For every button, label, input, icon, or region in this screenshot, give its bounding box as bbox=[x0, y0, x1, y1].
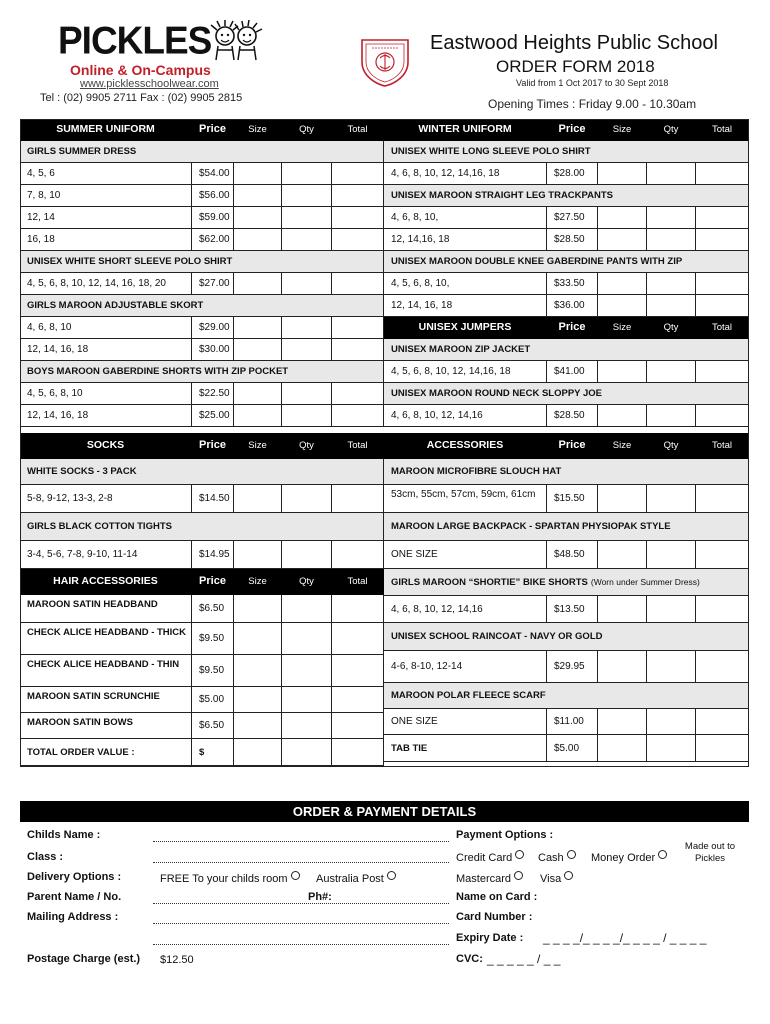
winter-row-total-input[interactable] bbox=[696, 229, 749, 251]
delivery-post-option[interactable] bbox=[316, 871, 396, 885]
socks-heading: SOCKS bbox=[20, 433, 192, 459]
hair-row-desc: MAROON SATIN BOWS bbox=[20, 713, 192, 739]
name-on-card-label: Name on Card : bbox=[456, 891, 538, 903]
hair-row-qty-input[interactable] bbox=[282, 595, 332, 623]
accessory-row-total-input[interactable] bbox=[696, 485, 749, 513]
summer-row-qty-input[interactable] bbox=[282, 339, 332, 361]
expiry-label: Expiry Date : bbox=[456, 932, 524, 944]
mailing-address-field-2[interactable] bbox=[153, 944, 449, 945]
cash-radio[interactable] bbox=[567, 850, 576, 859]
jumper-row-desc: 4, 6, 8, 10, 12, 14,16 bbox=[384, 405, 547, 427]
item-title: MAROON LARGE BACKPACK - SPARTAN PHYSIOPAK STYLE bbox=[384, 513, 749, 541]
summer-row-price: $27.00 bbox=[192, 273, 234, 295]
winter-row-desc: 12, 14, 16, 18 bbox=[384, 295, 547, 317]
brand-name: PICKLES bbox=[58, 18, 212, 62]
item-title: UNISEX WHITE LONG SLEEVE POLO SHIRT bbox=[384, 141, 749, 163]
hair-row-price: $6.50 bbox=[192, 595, 234, 623]
summer-row-qty-input[interactable] bbox=[282, 273, 332, 295]
school-crest-icon bbox=[358, 36, 412, 88]
summer-row-total-input[interactable] bbox=[332, 273, 384, 295]
hair-row-price: $6.50 bbox=[192, 713, 234, 739]
hair-row-desc: MAROON SATIN SCRUNCHIE bbox=[20, 687, 192, 713]
hair-row-total-input[interactable] bbox=[332, 713, 384, 739]
socks-price-header: Price bbox=[192, 433, 234, 459]
childs-name-label: Childs Name : bbox=[27, 829, 101, 841]
jumper-row-price: $41.00 bbox=[547, 361, 598, 383]
mailing-address-field-1[interactable] bbox=[153, 923, 449, 924]
winter-row-qty-input[interactable] bbox=[647, 273, 696, 295]
accessory-row-size-input[interactable] bbox=[598, 651, 647, 683]
payment-heading: ORDER & PAYMENT DETAILS bbox=[20, 801, 749, 822]
hair-row-qty-input[interactable] bbox=[282, 655, 332, 687]
summer-row-qty-input[interactable] bbox=[282, 229, 332, 251]
hair-row-qty-input[interactable] bbox=[282, 687, 332, 713]
visa-option[interactable] bbox=[540, 871, 573, 885]
hair-row-total-input[interactable] bbox=[332, 595, 384, 623]
winter-row-size-input[interactable] bbox=[598, 207, 647, 229]
jumpers-price-header: Price bbox=[547, 317, 598, 339]
winter-row-size-input[interactable] bbox=[598, 273, 647, 295]
winter-row-qty-input[interactable] bbox=[647, 295, 696, 317]
hair-row-desc: CHECK ALICE HEADBAND - THIN bbox=[20, 655, 192, 687]
item-title: GIRLS BLACK COTTON TIGHTS bbox=[20, 513, 384, 541]
item-title: UNISEX WHITE SHORT SLEEVE POLO SHIRT bbox=[20, 251, 384, 273]
item-title: BOYS MAROON GABERDINE SHORTS WITH ZIP POCKET bbox=[20, 361, 384, 383]
accessory-row-qty-input[interactable] bbox=[647, 651, 696, 683]
summer-uniform-price-header: Price bbox=[192, 119, 234, 141]
summer-uniform-qty-header: Qty bbox=[282, 119, 332, 141]
winter-row-price: $36.00 bbox=[547, 295, 598, 317]
summer-row-price: $54.00 bbox=[192, 163, 234, 185]
winter-row-qty-input[interactable] bbox=[647, 207, 696, 229]
credit-card-radio[interactable] bbox=[515, 850, 524, 859]
hair-row-total-input[interactable] bbox=[332, 623, 384, 655]
winter-row-size-input[interactable] bbox=[598, 229, 647, 251]
jumpers-total-header: Total bbox=[696, 317, 749, 339]
summer-row-desc: 4, 5, 6, 8, 10, 12, 14, 16, 18, 20 bbox=[20, 273, 192, 295]
socks-row-total-input[interactable] bbox=[332, 485, 384, 513]
validity-period: Valid from 1 Oct 2017 to 30 Sept 2018 bbox=[516, 78, 669, 88]
summer-row-size-input[interactable] bbox=[234, 229, 282, 251]
accessory-row-total-input[interactable] bbox=[696, 596, 749, 623]
socks-total-header: Total bbox=[332, 433, 384, 459]
tab-tie-price: $5.00 bbox=[547, 735, 598, 762]
mastercard-label: Mastercard bbox=[456, 873, 512, 885]
accessory-row-price: $13.50 bbox=[547, 596, 598, 623]
accessory-row-total-input[interactable] bbox=[696, 709, 749, 735]
brand-url[interactable]: www.picklesschoolwear.com bbox=[80, 78, 219, 90]
summer-row-total-input[interactable] bbox=[332, 317, 384, 339]
accessory-row-qty-input[interactable] bbox=[647, 596, 696, 623]
accessory-row-price: $29.95 bbox=[547, 651, 598, 683]
item-title: GIRLS SUMMER DRESS bbox=[20, 141, 384, 163]
accessory-row-desc: ONE SIZE bbox=[384, 709, 547, 735]
accessory-row-price: $48.50 bbox=[547, 541, 598, 569]
accessory-row-size-input[interactable] bbox=[598, 709, 647, 735]
jumper-row-total-input[interactable] bbox=[696, 361, 749, 383]
delivery-post-radio[interactable] bbox=[387, 871, 396, 880]
accessory-row-price: $11.00 bbox=[547, 709, 598, 735]
hair-accessories-heading: HAIR ACCESSORIES bbox=[20, 569, 192, 595]
opening-times: Opening Times : Friday 9.00 - 10.30am bbox=[488, 97, 697, 111]
total-order-label: TOTAL ORDER VALUE : bbox=[20, 739, 192, 766]
summer-row-price: $29.00 bbox=[192, 317, 234, 339]
payment-options-label: Payment Options : bbox=[456, 829, 554, 841]
winter-row-total-input[interactable] bbox=[696, 207, 749, 229]
summer-uniform-size-header: Size bbox=[234, 119, 282, 141]
expiry-field[interactable]: _ _ _ _/_ _ _ _/_ _ _ _ / _ _ _ _ bbox=[543, 931, 707, 945]
parent-label: Parent Name / No. bbox=[27, 891, 122, 903]
cash-option[interactable] bbox=[538, 850, 576, 864]
socks-row-total-input[interactable] bbox=[332, 541, 384, 569]
summer-row-desc: 12, 14 bbox=[20, 207, 192, 229]
summer-row-size-input[interactable] bbox=[234, 185, 282, 207]
jumper-row-desc: 4, 5, 6, 8, 10, 12, 14,16, 18 bbox=[384, 361, 547, 383]
summer-row-price: $30.00 bbox=[192, 339, 234, 361]
brand-tagline: Online & On-Campus bbox=[70, 62, 211, 78]
tab-tie-qty-input[interactable] bbox=[647, 735, 696, 762]
socks-row-size-input[interactable] bbox=[234, 541, 282, 569]
hair-row-size-input[interactable] bbox=[234, 595, 282, 623]
accessories-price-header: Price bbox=[547, 433, 598, 459]
pickles-logo bbox=[40, 18, 258, 104]
tab-tie-total-input[interactable] bbox=[696, 735, 749, 762]
childs-name-field[interactable] bbox=[153, 841, 449, 842]
socks-size-header: Size bbox=[234, 433, 282, 459]
summer-row-size-input[interactable] bbox=[234, 163, 282, 185]
visa-radio[interactable] bbox=[564, 871, 573, 880]
summer-row-total-input[interactable] bbox=[332, 405, 384, 427]
hair-accessories-qty-header: Qty bbox=[282, 569, 332, 595]
hair-accessories-total-header: Total bbox=[332, 569, 384, 595]
jumper-row-total-input[interactable] bbox=[696, 405, 749, 427]
accessory-row-qty-input[interactable] bbox=[647, 709, 696, 735]
mastercard-option[interactable] bbox=[456, 871, 523, 885]
winter-uniform-heading: WINTER UNIFORM bbox=[384, 119, 547, 141]
summer-row-desc: 4, 5, 6, 8, 10 bbox=[20, 383, 192, 405]
accessories-size-header: Size bbox=[598, 433, 647, 459]
hair-row-desc: MAROON SATIN HEADBAND bbox=[20, 595, 192, 623]
jumper-row-size-input[interactable] bbox=[598, 361, 647, 383]
item-title: UNISEX MAROON STRAIGHT LEG TRACKPANTS bbox=[384, 185, 749, 207]
accessories-qty-header: Qty bbox=[647, 433, 696, 459]
summer-uniform-total-header: Total bbox=[332, 119, 384, 141]
winter-row-total-input[interactable] bbox=[696, 163, 749, 185]
delivery-free-label: FREE To your childs room bbox=[160, 873, 288, 885]
delivery-free-option[interactable] bbox=[160, 871, 300, 885]
hair-row-desc: CHECK ALICE HEADBAND - THICK bbox=[20, 623, 192, 655]
summer-row-total-input[interactable] bbox=[332, 185, 384, 207]
item-title: UNISEX MAROON ROUND NECK SLOPPY JOE bbox=[384, 383, 749, 405]
winter-uniform-size-header: Size bbox=[598, 119, 647, 141]
accessory-row-total-input[interactable] bbox=[696, 541, 749, 569]
hair-row-qty-input[interactable] bbox=[282, 623, 332, 655]
summer-row-total-input[interactable] bbox=[332, 383, 384, 405]
hair-accessories-price-header: Price bbox=[192, 569, 234, 595]
summer-uniform-heading: SUMMER UNIFORM bbox=[20, 119, 192, 141]
item-title: MAROON MICROFIBRE SLOUCH HAT bbox=[384, 459, 749, 485]
total-order-value[interactable]: $ bbox=[192, 739, 234, 766]
winter-row-size-input[interactable] bbox=[598, 163, 647, 185]
accessory-row-price: $15.50 bbox=[547, 485, 598, 513]
hair-row-price: $5.00 bbox=[192, 687, 234, 713]
item-title: GIRLS MAROON ADJUSTABLE SKORT bbox=[20, 295, 384, 317]
summer-row-size-input[interactable] bbox=[234, 339, 282, 361]
delivery-label: Delivery Options : bbox=[27, 871, 122, 883]
card-number-label: Card Number : bbox=[456, 911, 533, 923]
hair-row-size-input[interactable] bbox=[234, 687, 282, 713]
jumper-row-size-input[interactable] bbox=[598, 405, 647, 427]
credit-card-label: Credit Card bbox=[456, 852, 513, 864]
summer-row-price: $56.00 bbox=[192, 185, 234, 207]
accessory-row-total-input[interactable] bbox=[696, 651, 749, 683]
winter-uniform-qty-header: Qty bbox=[647, 119, 696, 141]
hair-row-qty-input[interactable] bbox=[282, 713, 332, 739]
winter-row-price: $27.50 bbox=[547, 207, 598, 229]
hair-accessories-size-header: Size bbox=[234, 569, 282, 595]
winter-row-total-input[interactable] bbox=[696, 295, 749, 317]
summer-row-price: $22.50 bbox=[192, 383, 234, 405]
school-name: Eastwood Heights Public School bbox=[430, 32, 718, 54]
summer-row-desc: 4, 6, 8, 10 bbox=[20, 317, 192, 339]
total-blank-3 bbox=[332, 739, 384, 766]
hair-row-size-input[interactable] bbox=[234, 623, 282, 655]
accessory-row-qty-input[interactable] bbox=[647, 541, 696, 569]
item-title bbox=[384, 569, 749, 596]
accessory-row-size-input[interactable] bbox=[598, 596, 647, 623]
winter-row-qty-input[interactable] bbox=[647, 163, 696, 185]
item-title: MAROON POLAR FLEECE SCARF bbox=[384, 683, 749, 709]
hair-row-total-input[interactable] bbox=[332, 687, 384, 713]
summer-row-qty-input[interactable] bbox=[282, 163, 332, 185]
socks-row-qty-input[interactable] bbox=[282, 485, 332, 513]
winter-uniform-total-header: Total bbox=[696, 119, 749, 141]
kids-logo-icon bbox=[208, 20, 264, 62]
summer-row-price: $62.00 bbox=[192, 229, 234, 251]
item-title: UNISEX SCHOOL RAINCOAT - NAVY OR GOLD bbox=[384, 623, 749, 651]
socks-row-price: $14.95 bbox=[192, 541, 234, 569]
money-order-option[interactable] bbox=[591, 850, 667, 864]
summer-row-qty-input[interactable] bbox=[282, 207, 332, 229]
winter-row-price: $28.00 bbox=[547, 163, 598, 185]
phone-label: Ph#: bbox=[308, 891, 332, 903]
parent-field[interactable] bbox=[153, 903, 449, 904]
socks-qty-header: Qty bbox=[282, 433, 332, 459]
summer-row-size-input[interactable] bbox=[234, 383, 282, 405]
winter-row-price: $33.50 bbox=[547, 273, 598, 295]
accessory-row-size-input[interactable] bbox=[598, 485, 647, 513]
summer-row-desc: 16, 18 bbox=[20, 229, 192, 251]
socks-row-price: $14.50 bbox=[192, 485, 234, 513]
accessory-row-desc: ONE SIZE bbox=[384, 541, 547, 569]
postage-label: Postage Charge (est.) bbox=[27, 953, 141, 965]
summer-row-desc: 7, 8, 10 bbox=[20, 185, 192, 207]
winter-row-desc: 4, 6, 8, 10, 12, 14,16, 18 bbox=[384, 163, 547, 185]
winter-row-price: $28.50 bbox=[547, 229, 598, 251]
form-title: ORDER FORM 2018 bbox=[496, 57, 655, 76]
cvc-field[interactable]: _ _ _ _ _ / _ _ bbox=[487, 952, 561, 966]
accessory-row-qty-input[interactable] bbox=[647, 485, 696, 513]
money-order-radio[interactable] bbox=[658, 850, 667, 859]
socks-row-desc: 5-8, 9-12, 13-3, 2-8 bbox=[20, 485, 192, 513]
hair-row-total-input[interactable] bbox=[332, 655, 384, 687]
jumpers-heading: UNISEX JUMPERS bbox=[384, 317, 547, 339]
item-title-text: GIRLS MAROON “SHORTIE” BIKE SHORTS bbox=[391, 576, 588, 588]
visa-label: Visa bbox=[540, 873, 562, 885]
mailing-address-label: Mailing Address : bbox=[27, 911, 119, 923]
summer-row-total-input[interactable] bbox=[332, 207, 384, 229]
order-table bbox=[20, 119, 749, 766]
summer-row-desc: 4, 5, 6 bbox=[20, 163, 192, 185]
winter-row-total-input[interactable] bbox=[696, 273, 749, 295]
summer-row-qty-input[interactable] bbox=[282, 383, 332, 405]
jumpers-qty-header: Qty bbox=[647, 317, 696, 339]
hair-row-size-input[interactable] bbox=[234, 713, 282, 739]
mastercard-radio[interactable] bbox=[514, 871, 523, 880]
winter-row-size-input[interactable] bbox=[598, 295, 647, 317]
jumpers-size-header: Size bbox=[598, 317, 647, 339]
summer-row-size-input[interactable] bbox=[234, 405, 282, 427]
made-out-note: Made out to Pickles bbox=[684, 841, 736, 864]
summer-row-price: $25.00 bbox=[192, 405, 234, 427]
hair-row-price: $9.50 bbox=[192, 655, 234, 687]
total-blank-1 bbox=[234, 739, 282, 766]
class-label: Class : bbox=[27, 851, 64, 863]
item-note: (Worn under Summer Dress) bbox=[590, 576, 700, 587]
tab-tie-size-input[interactable] bbox=[598, 735, 647, 762]
summer-row-qty-input[interactable] bbox=[282, 317, 332, 339]
summer-row-price: $59.00 bbox=[192, 207, 234, 229]
winter-uniform-price-header: Price bbox=[547, 119, 598, 141]
jumper-row-qty-input[interactable] bbox=[647, 361, 696, 383]
summer-row-size-input[interactable] bbox=[234, 207, 282, 229]
accessories-heading: ACCESSORIES bbox=[384, 433, 547, 459]
total-blank-2 bbox=[282, 739, 332, 766]
money-order-label: Money Order bbox=[591, 852, 656, 864]
winter-row-desc: 4, 5, 6, 8, 10, bbox=[384, 273, 547, 295]
cash-label: Cash bbox=[538, 852, 564, 864]
accessory-row-size-input[interactable] bbox=[598, 541, 647, 569]
class-field[interactable] bbox=[153, 862, 449, 863]
summer-row-desc: 12, 14, 16, 18 bbox=[20, 405, 192, 427]
item-title: WHITE SOCKS - 3 PACK bbox=[20, 459, 384, 485]
summer-row-total-input[interactable] bbox=[332, 229, 384, 251]
delivery-post-label: Australia Post bbox=[316, 873, 384, 885]
item-title: UNISEX MAROON DOUBLE KNEE GABERDINE PANTS WITH ZIP bbox=[384, 251, 749, 273]
summer-row-total-input[interactable] bbox=[332, 163, 384, 185]
socks-row-qty-input[interactable] bbox=[282, 541, 332, 569]
accessory-row-desc: 53cm, 55cm, 57cm, 59cm, 61cm bbox=[384, 485, 547, 513]
socks-row-desc: 3-4, 5-6, 7-8, 9-10, 11-14 bbox=[20, 541, 192, 569]
accessory-row-desc: 4-6, 8-10, 12-14 bbox=[384, 651, 547, 683]
item-title: UNISEX MAROON ZIP JACKET bbox=[384, 339, 749, 361]
jumper-row-qty-input[interactable] bbox=[647, 405, 696, 427]
winter-row-desc: 4, 6, 8, 10, bbox=[384, 207, 547, 229]
summer-row-size-input[interactable] bbox=[234, 317, 282, 339]
summer-row-total-input[interactable] bbox=[332, 339, 384, 361]
winter-row-desc: 12, 14,16, 18 bbox=[384, 229, 547, 251]
winter-row-qty-input[interactable] bbox=[647, 229, 696, 251]
summer-row-qty-input[interactable] bbox=[282, 185, 332, 207]
accessory-row-desc: 4, 6, 8, 10, 12, 14,16 bbox=[384, 596, 547, 623]
summer-row-qty-input[interactable] bbox=[282, 405, 332, 427]
brand-contact: Tel : (02) 9905 2711 Fax : (02) 9905 2815 bbox=[40, 92, 243, 104]
accessories-total-header: Total bbox=[696, 433, 749, 459]
jumper-row-price: $28.50 bbox=[547, 405, 598, 427]
tab-tie-desc: TAB TIE bbox=[384, 735, 547, 762]
cvc-label: CVC: bbox=[456, 953, 483, 965]
credit-card-option[interactable] bbox=[456, 850, 524, 864]
socks-row-size-input[interactable] bbox=[234, 485, 282, 513]
hair-row-size-input[interactable] bbox=[234, 655, 282, 687]
summer-row-size-input[interactable] bbox=[234, 273, 282, 295]
hair-row-price: $9.50 bbox=[192, 623, 234, 655]
delivery-free-radio[interactable] bbox=[291, 871, 300, 880]
postage-value: $12.50 bbox=[160, 954, 194, 966]
summer-row-desc: 12, 14, 16, 18 bbox=[20, 339, 192, 361]
